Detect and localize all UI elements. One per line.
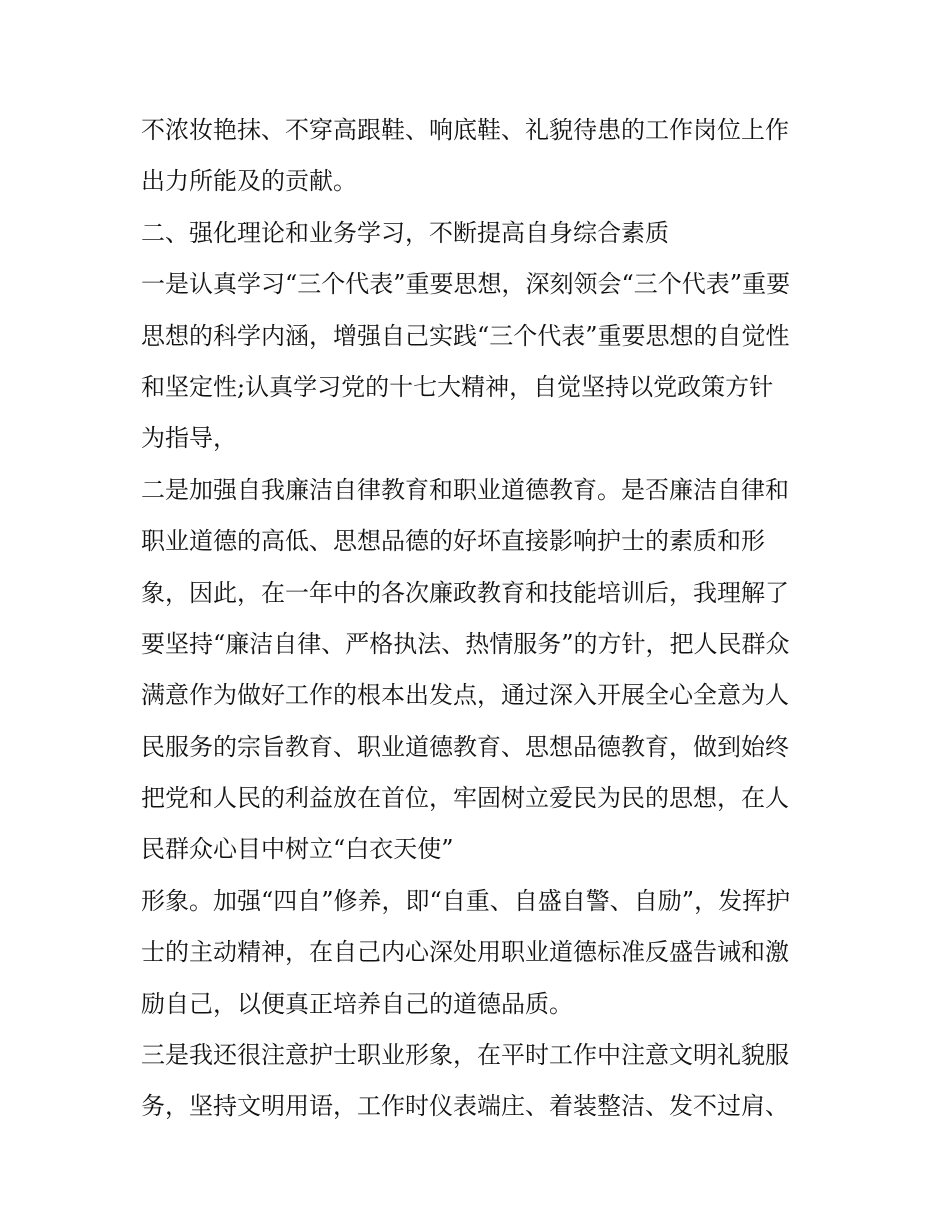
text-line: 要坚持“廉洁自律、严格执法、热情服务”的方针，把人民群众: [141, 629, 790, 658]
section-heading: 二、强化理论和业务学习，不断提高自身综合素质: [141, 218, 669, 247]
text-line: 三是我还很注意护士职业形象，在平时工作中注意文明礼貌服: [141, 1041, 789, 1070]
text-line: 满意作为做好工作的根本出发点，通过深入开展全心全意为人: [141, 681, 789, 710]
text-line: 民群众心目中树立“白衣天使”: [141, 835, 454, 864]
text-line: 二是加强自我廉洁自律教育和职业道德教育。是否廉洁自律和: [141, 475, 789, 504]
text-line: 形象。加强“四自”修养，即“自重、自盛自警、自励”，发挥护: [141, 886, 791, 915]
text-line: 士的主动精神，在自己内心深处用职业道德标准反盛告诫和激: [141, 938, 789, 967]
text-line: 一是认真学习“三个代表”重要思想，深刻领会“三个代表”重要: [141, 270, 791, 299]
text-line: 职业道德的高低、思想品德的好坏直接影响护士的素质和形: [141, 527, 765, 556]
text-line: 务，坚持文明用语，工作时仪表端庄、着装整洁、发不过肩、: [141, 1092, 789, 1121]
text-line: 和坚定性;认真学习党的十七大精神，自觉坚持以党政策方针: [141, 372, 774, 401]
text-line: 象，因此，在一年中的各次廉政教育和技能培训后，我理解了: [141, 578, 789, 607]
text-line: 励自己，以便真正培养自己的道德品质。: [141, 989, 573, 1018]
text-line: 把党和人民的利益放在首位，牢固树立爱民为民的思想，在人: [141, 784, 789, 813]
text-line: 民服务的宗旨教育、职业道德教育、思想品德教育，做到始终: [141, 732, 789, 761]
text-line: 出力所能及的贡献。: [141, 167, 357, 196]
text-line: 为指导，: [141, 424, 237, 453]
document-body: [141, 108, 821, 1136]
text-line: 思想的科学内涵，增强自己实践“三个代表”重要思想的自觉性: [141, 321, 790, 350]
text-line: 不浓妆艳抹、不穿高跟鞋、响底鞋、礼貌待患的工作岗位上作: [141, 116, 789, 144]
